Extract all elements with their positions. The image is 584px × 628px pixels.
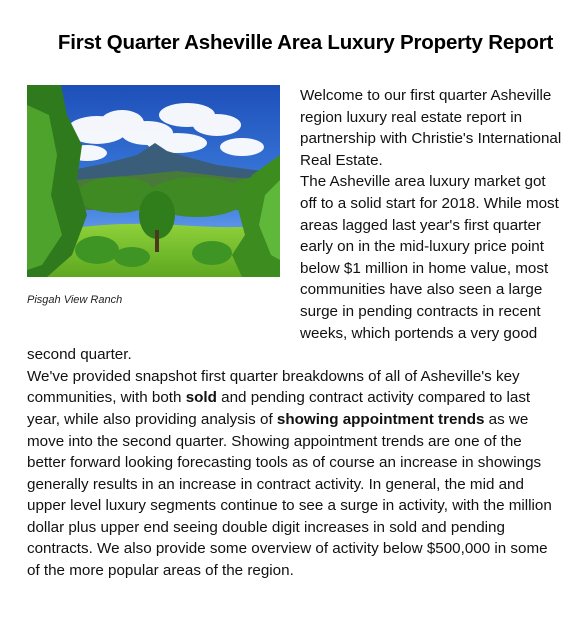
photo-figure	[27, 85, 280, 325]
mountain-landscape-photo	[27, 85, 280, 277]
showing-trends-emphasis: showing appointment trends	[276, 410, 485, 428]
sold-emphasis: sold	[185, 389, 217, 407]
market-paragraph: The Asheville area luxury market got off to a solid start for 2018. While most areas lagged last year's first quarter early on in the mid-luxury price point below $1 million in home value, most communities have also seen a large surge in pending contracts in recent weeks, which portends a very good second quarter.	[27, 173, 559, 364]
page-title: First Quarter Asheville Area Luxury Property Report	[57, 31, 554, 54]
report-body	[27, 85, 564, 582]
photo-caption: Pisgah View Ranch	[27, 294, 123, 306]
intro-paragraph: Welcome to our first quarter Asheville region luxury real estate report in partnership with Christie's International Real Estate.	[300, 87, 562, 169]
analysis-paragraph: We've provided snapshot first quarter breakdowns of all of Asheville's key communities, with both sold and pending contract activity compared to last year, while also providing analysis of showing appointment trends as we move into the second quarter. Showing appointment trends are one of the better forward looking forecasting tools as of course an increase in showings generally results in an increase in contract activity. In general, the mid and upper level luxury segments continue to see a surge in activity, with the million dollar plus upper end seeing double digit increases in sold and pending contracts. We also provide some overview of activity below $500,000 in some of the more popular areas of the region.	[27, 367, 552, 580]
